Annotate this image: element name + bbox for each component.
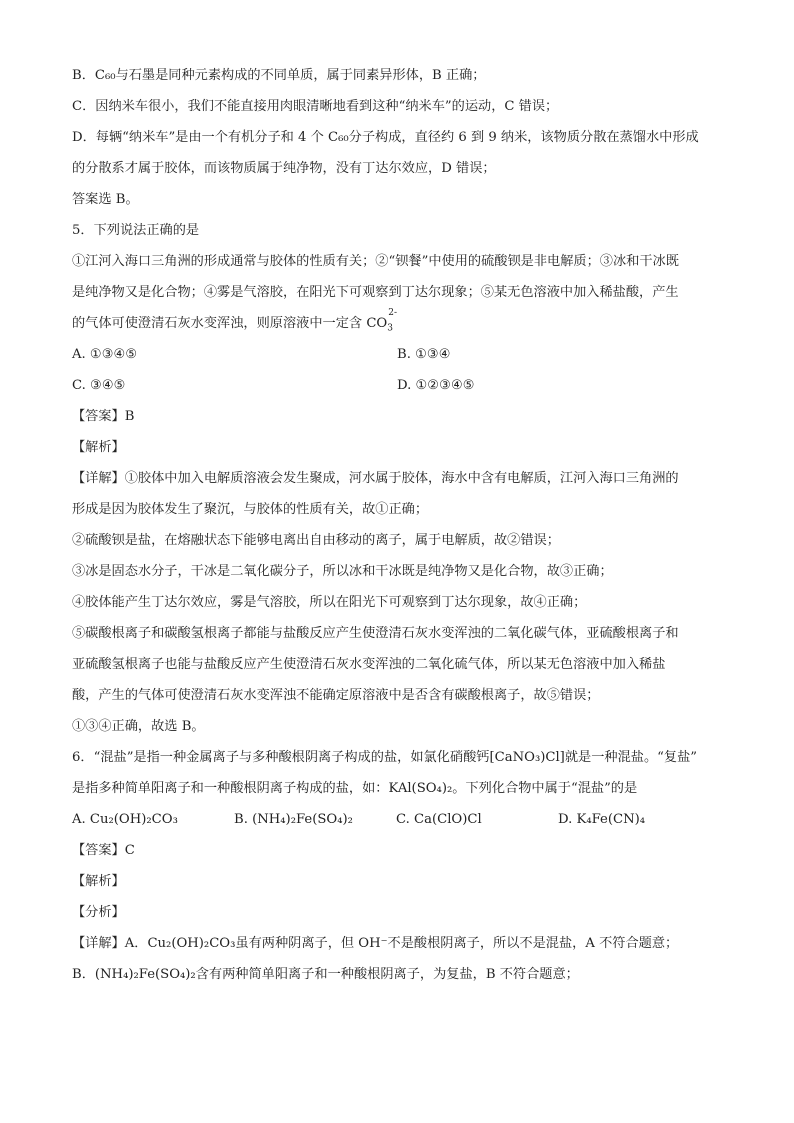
- detail-line: ④胶体能产生丁达尔效应，雾是气溶胶，所以在阳光下可观察到丁达尔现象，故④正确；: [72, 595, 587, 610]
- statement-text: 的气体可使澄清石灰水变浑浊，则原溶液中一定含 CO: [72, 316, 388, 331]
- answer-label: 【答案】C: [72, 843, 135, 858]
- analysis-label: 【解析】: [72, 874, 125, 889]
- text-line: C．因纳米车很小，我们不能直接用肉眼清晰地看到这种“纳米车”的运动，C 错误；: [72, 99, 559, 114]
- text-line: D．每辆“纳米车”是由一个有机分子和 4 个 C₆₀分子构成，直径约 6 到 9 纳米，该物质分散在蒸馏水中形成: [72, 130, 699, 145]
- question-5-statement: [72, 308, 732, 339]
- option-b: B. ①③④: [397, 347, 451, 362]
- detail-line: 【详解】①胶体中加入电解质溶液会发生聚成，河水属于胶体，海水中含有电解质，江河入海口三角洲的: [72, 471, 679, 486]
- detail-line: 【详解】A．Cu₂(OH)₂CO₃虽有两种阴离子，但 OH⁻不是酸根阴离子，所以不是混盐，A 不符合题意；: [72, 936, 679, 951]
- question-5-statement: 是纯净物又是化合物；④雾是气溶胶，在阳光下可观察到丁达尔现象；⑤某无色溶液中加入稀盐酸，产生: [72, 285, 679, 300]
- text-line: 答案选 B。: [72, 192, 139, 207]
- option-b: B. (NH₄)₂Fe(SO₄)₂: [234, 812, 353, 827]
- question-5-statement: ①江河入海口三角洲的形成通常与胶体的性质有关；②“钡餐”中使用的硫酸钡是非电解质；③冰和干冰既: [72, 254, 679, 269]
- text-line: 的分散系才属于胶体，而该物质属于纯净物，没有丁达尔效应，D 错误；: [72, 161, 496, 176]
- option-c: C. Ca(ClO)Cl: [396, 812, 482, 827]
- document-page: [72, 60, 732, 990]
- detail-line: ②硫酸钡是盐，在熔融状态下能够电离出自由移动的离子，属于电解质，故②错误；: [72, 533, 560, 548]
- question-6-options-row: [72, 804, 732, 835]
- subscript: 3: [387, 323, 393, 334]
- carbonate-formula: 2- $_3$: [387, 308, 397, 334]
- option-a: A. ①③④⑤: [72, 347, 138, 362]
- option-a: A. Cu₂(OH)₂CO₃: [72, 812, 178, 827]
- question-6-stem: 6．“混盐”是指一种金属离子与多种酸根阴离子构成的盐，如氯化硝酸钙[CaNO₃)Cl]就是一种混盐。“复盐”: [72, 750, 697, 765]
- option-d: D. ①②③④⑤: [397, 378, 475, 393]
- answer-label: 【答案】B: [72, 409, 135, 424]
- text-line: B．C₆₀与石墨是同种元素构成的不同单质，属于同素异形体，B 正确；: [72, 68, 486, 83]
- detail-line: 形成是因为胶体发生了聚沉，与胶体的性质有关，故①正确；: [72, 502, 429, 517]
- option-d: D. K₄Fe(CN)₄: [558, 812, 646, 827]
- question-5-stem: 5．下列说法正确的是: [72, 223, 200, 238]
- detail-line: ③冰是固态水分子，干冰是二氧化碳分子，所以冰和干冰既是纯净物又是化合物，故③正确；: [72, 564, 613, 579]
- detail-line: 酸，产生的气体可使澄清石灰水变浑浊不能确定原溶液中是否含有碳酸根离子，故⑤错误；: [72, 688, 600, 703]
- detail-line: B．(NH₄)₂Fe(SO₄)₂含有两种简单阳离子和一种酸根阴离子，为复盐，B 不符合题意；: [72, 967, 579, 982]
- option-c: C. ③④⑤: [72, 378, 126, 393]
- fenxi-label: 【分析】: [72, 905, 125, 920]
- question-6-stem: 是指多种简单阳离子和一种酸根阴离子构成的盐，如：KAl(SO₄)₂。下列化合物中属于“混盐”的是: [72, 781, 638, 796]
- question-5-options-row: [72, 370, 732, 401]
- detail-line: 亚硫酸氢根离子也能与盐酸反应产生使澄清石灰水变浑浊的二氧化硫气体，所以某无色溶液中加入稀盐: [72, 657, 666, 672]
- question-5-options-row: [72, 339, 732, 370]
- detail-line: ⑤碳酸根离子和碳酸氢根离子都能与盐酸反应产生使澄清石灰水变浑浊的二氧化碳气体，亚硫酸根离子和: [72, 626, 679, 641]
- analysis-label: 【解析】: [72, 440, 125, 455]
- detail-line: ①③④正确，故选 B。: [72, 719, 205, 734]
